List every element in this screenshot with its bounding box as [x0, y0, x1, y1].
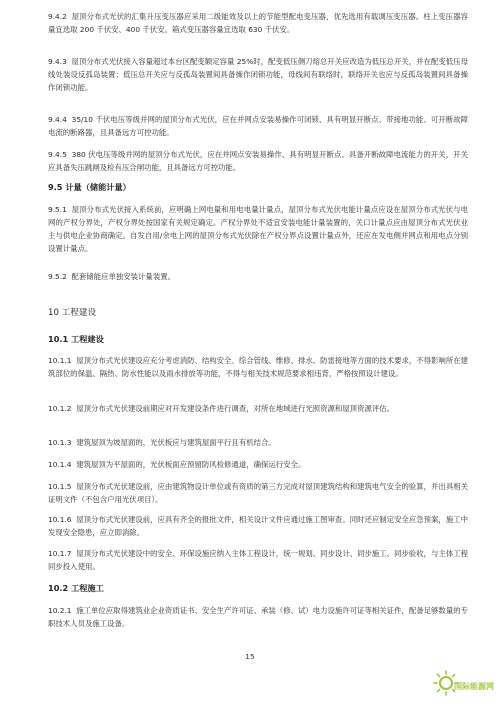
clause-number: 10.1.2: [48, 404, 72, 413]
clause-number: 9.5.2: [48, 272, 67, 281]
clause-number: 10.2.1: [48, 606, 72, 615]
clause-text: 35/10 千伏电压等级并网的屋顶分布式光伏，应在并网点安装易操作可闭锁、具有明显开断点、带接地功能、可开断故障电流的断路器，且具备远方可控功能。: [48, 115, 468, 137]
clause-text: 建筑屋顶为坡屋面的，光伏板应与建筑屋面平行且有机结合。: [76, 438, 276, 447]
clause-text: 380 伏电压等级并网的屋顶分布式光伏，应在并网点安装易操作、具有明显开断点、具备开断故障电流能力的开关，开关应具备失压跳闸及检有压合闸功能，且具备远方可控功能。: [48, 150, 469, 172]
paragraph-10-1-3: [48, 436, 468, 449]
clause-text: 屋顶分布式光伏建设应充分考虑消防、结构安全、综合管线、维修、排水、防雷接地等方面的技术要求，不得影响所在建筑部位的保温、隔热、防水性能以及雨水排放等功能，不得与相关技术规范要求相违背，严格按照设计建设。: [48, 356, 468, 378]
clause-text: 屋顶分布式光伏建设中的安全、环保设施应纳入主体工程设计，统一规划、同步设计、同步施工、同步验收，与主体工程同步投入使用。: [48, 549, 468, 571]
clause-text: 屋顶分布式光伏建设前，应由建筑物设计单位或有资质的第三方完成对屋顶建筑结构和建筑电气安全的验算，并出具相关证明文件（不包含户用光伏项目）。: [48, 482, 468, 504]
clause-number: 9.4.5: [48, 150, 67, 159]
site-watermark: [432, 669, 494, 703]
clause-text: 屋顶分布式光伏建设前期应对开发建设条件进行调查，对所在地域进行光照资源和屋顶资源评估。: [76, 404, 395, 413]
paragraph-10-1-5: [48, 480, 468, 506]
paragraph-9-4-3: [48, 55, 468, 94]
clause-text: 施工单位应取得建筑业企业资质证书、安全生产许可证、承装（修、试）电力设施许可证等相关证件，配备足够数量的专职技术人员及施工设备。: [48, 606, 468, 628]
clause-number: 10.1.5: [48, 482, 72, 491]
section-heading-9-5: 9.5 计量（储能计量）: [48, 182, 131, 192]
paragraph-10-1-7: [48, 547, 468, 573]
paragraph-9-4-4: [48, 113, 468, 139]
clause-number: 10.1.7: [48, 549, 72, 558]
clause-number: 9.4.3: [48, 57, 67, 66]
clause-number: 9.4.2: [48, 12, 67, 21]
watermark-text: 国际能源网: [454, 682, 494, 691]
paragraph-10-1-2: [48, 402, 468, 415]
clause-number: 9.5.1: [48, 205, 67, 214]
section-heading-10-1: 10.1 工程建设: [48, 334, 104, 344]
chapter-heading-10: 10 工程建设: [48, 308, 97, 318]
clause-text: 配套储能应单独安装计量装置。: [71, 272, 175, 281]
paragraph-9-4-2: [48, 10, 468, 36]
paragraph-10-1-1: [48, 354, 468, 380]
clause-text: 建筑屋顶为平屋面的，光伏板面应预留防风检修通道，确保运行安全。: [76, 460, 306, 469]
clause-number: 9.4.4: [48, 115, 67, 124]
clause-text: 屋顶分布式光伏建设前，应具有齐全的报批文件，相关设计文件应通过施工图审查。同时还应制定安全应急预案，施工中发现安全隐患，应立即消除。: [48, 515, 468, 537]
section-heading-10-2: 10.2 工程施工: [48, 583, 104, 593]
paragraph-10-1-6: [48, 513, 468, 539]
clause-text: 屋顶分布式光伏接入容量超过本台区配变额定容量 25%时，配变低压侧刀熔总开关应改造为低压总开关，并在配变低压母线处装设反孤岛装置；低压总开关应与反孤岛装置间具备操作闭锁功能，母线间有联络时，联络开关也应与反孤岛装置间具备操作闭锁功能。: [48, 57, 468, 92]
paragraph-10-1-4: [48, 458, 468, 471]
paragraph-9-5-2: [48, 270, 468, 283]
clause-number: 10.1.3: [48, 438, 72, 447]
paragraph-10-2-1: [48, 604, 468, 630]
clause-number: 10.1.1: [48, 356, 72, 365]
clause-text: 屋顶分布式光伏的汇集升压变压器应采用二级能效及以上的节能型配电变压器，优先选用有载调压变压器。柱上变压器容量宜选取 200 千伏安、400 千伏安。箱式变压器容量宜选取 630 千伏安。: [48, 12, 469, 34]
paragraph-9-5-1: [48, 203, 468, 255]
paragraph-9-4-5: [48, 148, 468, 174]
clause-number: 10.1.6: [48, 515, 72, 524]
clause-text: 屋顶分布式光伏接入系统前，应明确上网电量和用电电量计量点，屋顶分布式光伏电能计量点应设在屋顶分布式光伏与电网的产权分界处，产权分界处按国家有关规定确定。产权分界处不适宜安装电能计量装置的，关口计量点应由屋顶分布式光伏业主与供电企业协商确定。自发自用/余电上网的屋顶分布式光伏除在产权分界点设置计量点外，还应在发电侧并网点和用电点分别设置计量点。: [48, 205, 469, 253]
clause-number: 10.1.4: [48, 460, 72, 469]
page-number: 15: [245, 652, 255, 661]
